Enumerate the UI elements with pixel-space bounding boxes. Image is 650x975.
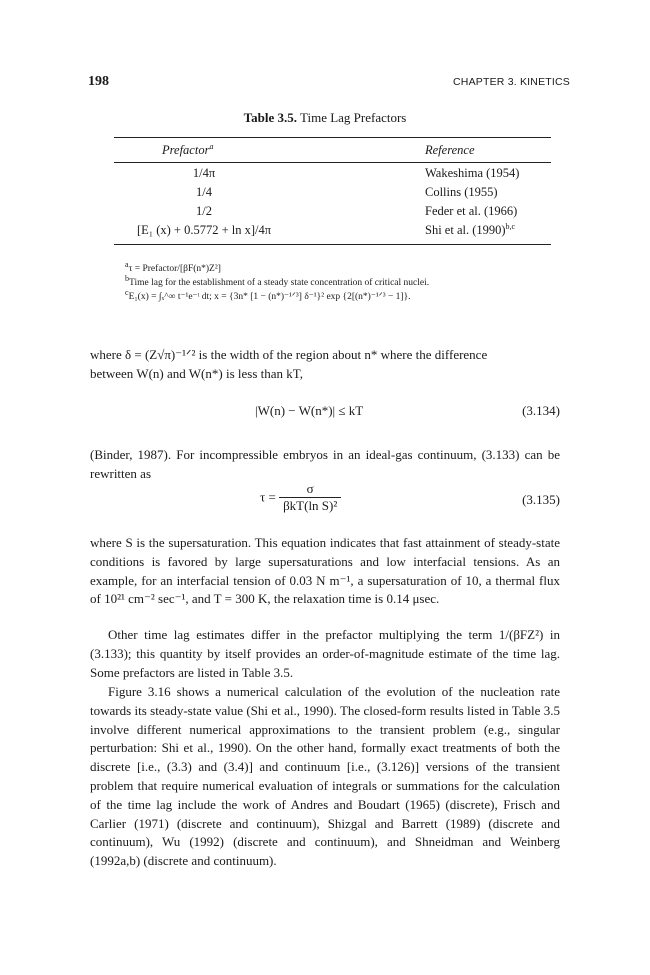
equation-3-135 [90, 481, 560, 521]
footnote-a: $^a$τ = Prefactor/[βF(n*)Z²] [125, 259, 221, 274]
table-row [114, 223, 551, 242]
prefactor-cell: 1/4 [196, 185, 212, 199]
footnote-b: $^b$Time lag for the establishment of a steady state concentration of critical nuclei. [125, 273, 430, 288]
reference-cell: Collins (1955) [425, 185, 498, 199]
fraction-numerator: σ [306, 481, 314, 496]
prefactor-cell: [E₁ (x) + 0.5772 + ln x]/4π [136, 223, 272, 237]
reference-cell: Feder et al. (1966) [425, 204, 518, 218]
equation-body: |W(n) − W(n*)| ≤ kT [255, 403, 364, 418]
table-row [114, 185, 551, 204]
paragraph-line: where δ = (Z√π)⁻¹ᐟ² is the width of the region about n* where the difference [90, 347, 488, 362]
equation-number: (3.134) [522, 403, 560, 418]
table-top-rule [114, 137, 551, 138]
chapter-header: CHAPTER 3. KINETICS [453, 76, 570, 88]
prefactor-table [114, 143, 551, 242]
column-header-prefactor: Prefactor$^a$ [162, 141, 214, 157]
reference-cell: Wakeshima (1954) [425, 166, 520, 180]
reference-cell: Shi et al. $(1990)^{b,c}$ [425, 221, 516, 237]
table-caption-title: Time Lag Prefactors [299, 110, 407, 125]
equation-lhs: τ = [260, 489, 276, 505]
table-caption [0, 110, 650, 126]
column-header-reference: Reference [425, 143, 475, 157]
paragraph-figure-3-16: Figure 3.16 shows a numerical calculation of the evolution of the nucleation rate towards its steady-state value (Shi et al., 1990). The closed-form results listed in Table 3.5 involve different numerical approximations to the transient problem (e.g., singular perturbation: Shi et al., 1990). On the other hand, formally exact treatments of both the discrete [i.e., (3.3) and (3.4)] and continuum [i.e., (3.126)] versions of the transient problem that require numerical evaluation of integrals or summations for the calculation of the time lag include the work of Andres and Boudart (1965) (discrete), Frisch and Carlier (1971) (discrete and continuum), Shizgal and Barrett (1989) (discrete and continuum), Wu (1992) (discrete and continuum), and Shneidman and Weinberg (1992a,b) (discrete and continuum). [90, 684, 560, 869]
fraction [279, 481, 341, 514]
prefactor-cell: 1/2 [196, 204, 212, 218]
paragraph-line: between W(n) and W(n*) is less than kT, [90, 365, 303, 381]
table-bottom-rule [114, 244, 551, 245]
paragraph-delta-definition [90, 346, 560, 384]
paragraph-other-estimates: Other time lag estimates differ in the prefactor multiplying the term 1/(βFZ²) in (3.133); this quantity by itself provides an order-of-magnitude estimate of the time lag. Some prefactors are listed in Table 3.5. [90, 627, 560, 680]
fraction-denominator: βkT(ln S)² [279, 497, 341, 514]
table-row [114, 204, 551, 223]
prefactor-cell: 1/4π [192, 166, 216, 180]
table-row [114, 166, 551, 185]
equation-number: (3.135) [522, 492, 560, 507]
paragraph-binder: (Binder, 1987). For incompressible embryos in an ideal-gas continuum, (3.133) can be rewritten as [90, 447, 560, 481]
table-caption-label: Table 3.5. [243, 110, 297, 125]
table-header-row [114, 143, 551, 161]
footnote-c: $^c$E₁(x) = ∫ₓ^∞ t⁻¹e⁻ᵗ dt; x = {3n* [1 − (n*)⁻¹ᐟ³] δ⁻¹}² exp {2[(n*)⁻¹ᐟ³ − 1]}. [125, 287, 411, 302]
page-number: 198 [88, 74, 109, 89]
paragraph-supersaturation: where S is the supersaturation. This equation indicates that fast attainment of steady-state conditions is favored by large supersaturations and low interfacial tensions. As an example, for an interfacial tension of 0.03 N m⁻¹, a supersaturation of 10, a thermal flux of 10²¹ cm⁻² sec⁻¹, and T = 300 K, the relaxation time is 0.14 μsec. [90, 535, 560, 607]
table-footnotes [125, 259, 430, 304]
